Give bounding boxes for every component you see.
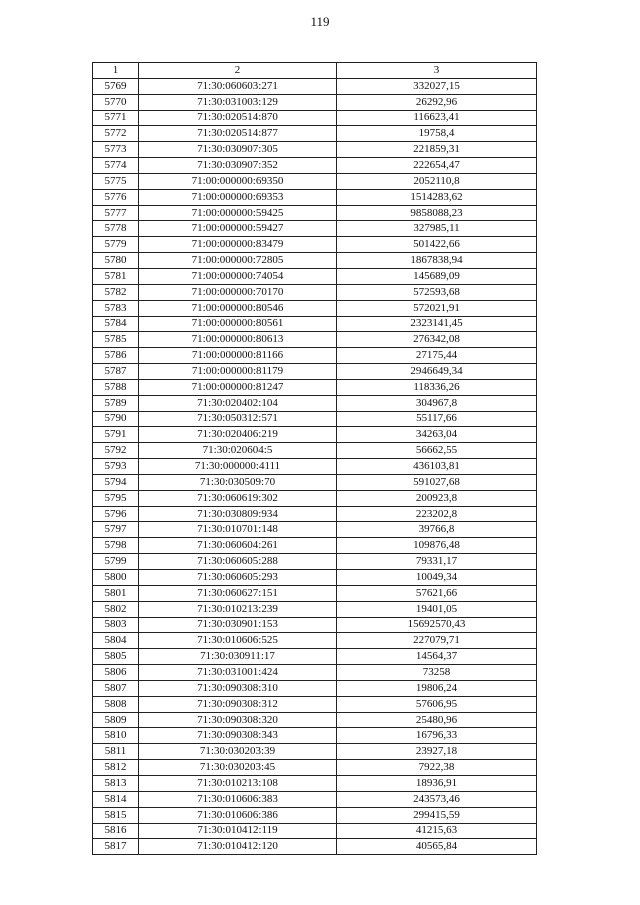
value-cell: 222654,47 (337, 158, 537, 174)
row-number-cell: 5794 (93, 474, 139, 490)
cadastral-number-cell: 71:30:060627:151 (139, 585, 337, 601)
table-row (93, 268, 537, 284)
table-row (93, 728, 537, 744)
cadastral-number-cell: 71:00:000000:81179 (139, 364, 337, 380)
value-cell: 327985,11 (337, 221, 537, 237)
row-number-cell: 5770 (93, 94, 139, 110)
table-row (93, 443, 537, 459)
cadastral-number-cell: 71:30:010213:108 (139, 775, 337, 791)
cadastral-number-cell: 71:30:010606:383 (139, 791, 337, 807)
table-row (93, 284, 537, 300)
table-row (93, 570, 537, 586)
table-row (93, 680, 537, 696)
table-row (93, 585, 537, 601)
cadastral-number-cell: 71:30:030809:934 (139, 506, 337, 522)
row-number-cell: 5808 (93, 696, 139, 712)
table-row (93, 807, 537, 823)
table-row (93, 712, 537, 728)
row-number-cell: 5802 (93, 601, 139, 617)
table-row (93, 506, 537, 522)
table-row (93, 221, 537, 237)
cadastral-number-cell: 71:30:060605:288 (139, 554, 337, 570)
value-cell: 304967,8 (337, 395, 537, 411)
row-number-cell: 5785 (93, 332, 139, 348)
row-number-cell: 5816 (93, 823, 139, 839)
table-row (93, 142, 537, 158)
table-row (93, 554, 537, 570)
cadastral-number-cell: 71:30:010606:386 (139, 807, 337, 823)
row-number-cell: 5807 (93, 680, 139, 696)
cadastral-number-cell: 71:30:020604:5 (139, 443, 337, 459)
table-row (93, 649, 537, 665)
table-row (93, 617, 537, 633)
value-cell: 299415,59 (337, 807, 537, 823)
table-row (93, 110, 537, 126)
value-cell: 10049,34 (337, 570, 537, 586)
cadastral-number-cell: 71:00:000000:59425 (139, 205, 337, 221)
table-row (93, 94, 537, 110)
row-number-cell: 5797 (93, 522, 139, 538)
cadastral-number-cell: 71:30:090308:310 (139, 680, 337, 696)
value-cell: 1867838,94 (337, 253, 537, 269)
column-header: 1 (93, 63, 139, 79)
value-cell: 15692570,43 (337, 617, 537, 633)
value-cell: 227079,71 (337, 633, 537, 649)
page-number: 119 (310, 14, 330, 29)
cadastral-number-cell: 71:00:000000:81247 (139, 379, 337, 395)
row-number-cell: 5793 (93, 459, 139, 475)
cadastral-number-cell: 71:30:030203:39 (139, 744, 337, 760)
value-cell: 2946649,34 (337, 364, 537, 380)
row-number-cell: 5801 (93, 585, 139, 601)
cadastral-number-cell: 71:00:000000:74054 (139, 268, 337, 284)
table-row (93, 78, 537, 94)
cadastral-number-cell: 71:00:000000:70170 (139, 284, 337, 300)
row-number-cell: 5806 (93, 665, 139, 681)
value-cell: 223202,8 (337, 506, 537, 522)
cadastral-number-cell: 71:30:090308:320 (139, 712, 337, 728)
value-cell: 2052110,8 (337, 173, 537, 189)
cadastral-number-cell: 71:30:030203:45 (139, 760, 337, 776)
value-cell: 16796,33 (337, 728, 537, 744)
table-row (93, 348, 537, 364)
row-number-cell: 5800 (93, 570, 139, 586)
table-row (93, 126, 537, 142)
cadastral-number-cell: 71:30:000000:4111 (139, 459, 337, 475)
value-cell: 591027,68 (337, 474, 537, 490)
row-number-cell: 5781 (93, 268, 139, 284)
value-cell: 40565,84 (337, 839, 537, 855)
row-number-cell: 5789 (93, 395, 139, 411)
row-number-cell: 5790 (93, 411, 139, 427)
table-row (93, 775, 537, 791)
cadastral-number-cell: 71:00:000000:69353 (139, 189, 337, 205)
value-cell: 19806,24 (337, 680, 537, 696)
value-cell: 572593,68 (337, 284, 537, 300)
row-number-cell: 5812 (93, 760, 139, 776)
value-cell: 79331,17 (337, 554, 537, 570)
cadastral-number-cell: 71:30:020402:104 (139, 395, 337, 411)
value-cell: 25480,96 (337, 712, 537, 728)
value-cell: 436103,81 (337, 459, 537, 475)
row-number-cell: 5777 (93, 205, 139, 221)
table-row (93, 158, 537, 174)
value-cell: 23927,18 (337, 744, 537, 760)
cadastral-number-cell: 71:30:060604:261 (139, 538, 337, 554)
table-row (93, 744, 537, 760)
table-row (93, 823, 537, 839)
value-cell: 27175,44 (337, 348, 537, 364)
row-number-cell: 5774 (93, 158, 139, 174)
row-number-cell: 5815 (93, 807, 139, 823)
cadastral-number-cell: 71:30:060605:293 (139, 570, 337, 586)
table-row (93, 173, 537, 189)
row-number-cell: 5809 (93, 712, 139, 728)
value-cell: 200923,8 (337, 490, 537, 506)
row-number-cell: 5775 (93, 173, 139, 189)
row-number-cell: 5778 (93, 221, 139, 237)
cadastral-number-cell: 71:00:000000:80546 (139, 300, 337, 316)
value-cell: 19401,05 (337, 601, 537, 617)
row-number-cell: 5811 (93, 744, 139, 760)
cadastral-number-cell: 71:30:030907:352 (139, 158, 337, 174)
row-number-cell: 5784 (93, 316, 139, 332)
value-cell: 56662,55 (337, 443, 537, 459)
row-number-cell: 5805 (93, 649, 139, 665)
table-row (93, 411, 537, 427)
value-cell: 9858088,23 (337, 205, 537, 221)
row-number-cell: 5782 (93, 284, 139, 300)
data-table (92, 62, 537, 855)
row-number-cell: 5798 (93, 538, 139, 554)
table-row (93, 205, 537, 221)
cadastral-number-cell: 71:30:090308:312 (139, 696, 337, 712)
value-cell: 26292,96 (337, 94, 537, 110)
column-header: 2 (139, 63, 337, 79)
column-header: 3 (337, 63, 537, 79)
value-cell: 109876,48 (337, 538, 537, 554)
table-row (93, 459, 537, 475)
cadastral-number-cell: 71:30:060619:302 (139, 490, 337, 506)
table-row (93, 696, 537, 712)
row-number-cell: 5783 (93, 300, 139, 316)
cadastral-number-cell: 71:30:030911:17 (139, 649, 337, 665)
cadastral-number-cell: 71:00:000000:83479 (139, 237, 337, 253)
cadastral-number-cell: 71:30:020406:219 (139, 427, 337, 443)
row-number-cell: 5799 (93, 554, 139, 570)
cadastral-number-cell: 71:30:010412:120 (139, 839, 337, 855)
row-number-cell: 5773 (93, 142, 139, 158)
cadastral-number-cell: 71:00:000000:69350 (139, 173, 337, 189)
cadastral-number-cell: 71:30:010213:239 (139, 601, 337, 617)
cadastral-number-cell: 71:30:060603:271 (139, 78, 337, 94)
row-number-cell: 5788 (93, 379, 139, 395)
value-cell: 73258 (337, 665, 537, 681)
cadastral-number-cell: 71:30:010701:148 (139, 522, 337, 538)
table-row (93, 316, 537, 332)
table-row (93, 760, 537, 776)
value-cell: 145689,09 (337, 268, 537, 284)
table-row (93, 633, 537, 649)
row-number-cell: 5776 (93, 189, 139, 205)
row-number-cell: 5769 (93, 78, 139, 94)
row-number-cell: 5796 (93, 506, 139, 522)
value-cell: 55117,66 (337, 411, 537, 427)
value-cell: 116623,41 (337, 110, 537, 126)
table-header-row (93, 63, 537, 79)
value-cell: 1514283,62 (337, 189, 537, 205)
value-cell: 14564,37 (337, 649, 537, 665)
cadastral-number-cell: 71:00:000000:80561 (139, 316, 337, 332)
cadastral-number-cell: 71:00:000000:80613 (139, 332, 337, 348)
table-row (93, 490, 537, 506)
value-cell: 572021,91 (337, 300, 537, 316)
cadastral-number-cell: 71:30:030901:153 (139, 617, 337, 633)
row-number-cell: 5795 (93, 490, 139, 506)
value-cell: 18936,91 (337, 775, 537, 791)
table-row (93, 474, 537, 490)
row-number-cell: 5779 (93, 237, 139, 253)
row-number-cell: 5810 (93, 728, 139, 744)
value-cell: 34263,04 (337, 427, 537, 443)
value-cell: 57606,95 (337, 696, 537, 712)
cadastral-number-cell: 71:30:090308:343 (139, 728, 337, 744)
row-number-cell: 5814 (93, 791, 139, 807)
cadastral-number-cell: 71:30:031001:424 (139, 665, 337, 681)
value-cell: 501422,66 (337, 237, 537, 253)
value-cell: 332027,15 (337, 78, 537, 94)
table-row (93, 839, 537, 855)
cadastral-number-cell: 71:30:030907:305 (139, 142, 337, 158)
cadastral-number-cell: 71:30:050312:571 (139, 411, 337, 427)
table-row (93, 665, 537, 681)
table-row (93, 237, 537, 253)
value-cell: 221859,31 (337, 142, 537, 158)
value-cell: 7922,38 (337, 760, 537, 776)
cadastral-number-cell: 71:00:000000:59427 (139, 221, 337, 237)
cadastral-number-cell: 71:00:000000:81166 (139, 348, 337, 364)
cadastral-number-cell: 71:30:020514:877 (139, 126, 337, 142)
cadastral-number-cell: 71:30:031003:129 (139, 94, 337, 110)
table-row (93, 601, 537, 617)
row-number-cell: 5786 (93, 348, 139, 364)
table-row (93, 300, 537, 316)
cadastral-number-cell: 71:30:010412:119 (139, 823, 337, 839)
value-cell: 243573,46 (337, 791, 537, 807)
value-cell: 118336,26 (337, 379, 537, 395)
table-row (93, 379, 537, 395)
value-cell: 2323141,45 (337, 316, 537, 332)
row-number-cell: 5791 (93, 427, 139, 443)
table-row (93, 522, 537, 538)
cadastral-number-cell: 71:30:030509:70 (139, 474, 337, 490)
row-number-cell: 5771 (93, 110, 139, 126)
cadastral-number-cell: 71:30:010606:525 (139, 633, 337, 649)
table-row (93, 253, 537, 269)
cadastral-number-cell: 71:00:000000:72805 (139, 253, 337, 269)
table-row (93, 364, 537, 380)
value-cell: 276342,08 (337, 332, 537, 348)
row-number-cell: 5804 (93, 633, 139, 649)
cadastral-number-cell: 71:30:020514:870 (139, 110, 337, 126)
table-row (93, 189, 537, 205)
row-number-cell: 5780 (93, 253, 139, 269)
row-number-cell: 5817 (93, 839, 139, 855)
value-cell: 57621,66 (337, 585, 537, 601)
row-number-cell: 5813 (93, 775, 139, 791)
table-row (93, 332, 537, 348)
value-cell: 39766,8 (337, 522, 537, 538)
row-number-cell: 5772 (93, 126, 139, 142)
table-row (93, 538, 537, 554)
table-row (93, 427, 537, 443)
value-cell: 19758,4 (337, 126, 537, 142)
value-cell: 41215,63 (337, 823, 537, 839)
row-number-cell: 5787 (93, 364, 139, 380)
row-number-cell: 5803 (93, 617, 139, 633)
table-row (93, 791, 537, 807)
row-number-cell: 5792 (93, 443, 139, 459)
table-row (93, 395, 537, 411)
